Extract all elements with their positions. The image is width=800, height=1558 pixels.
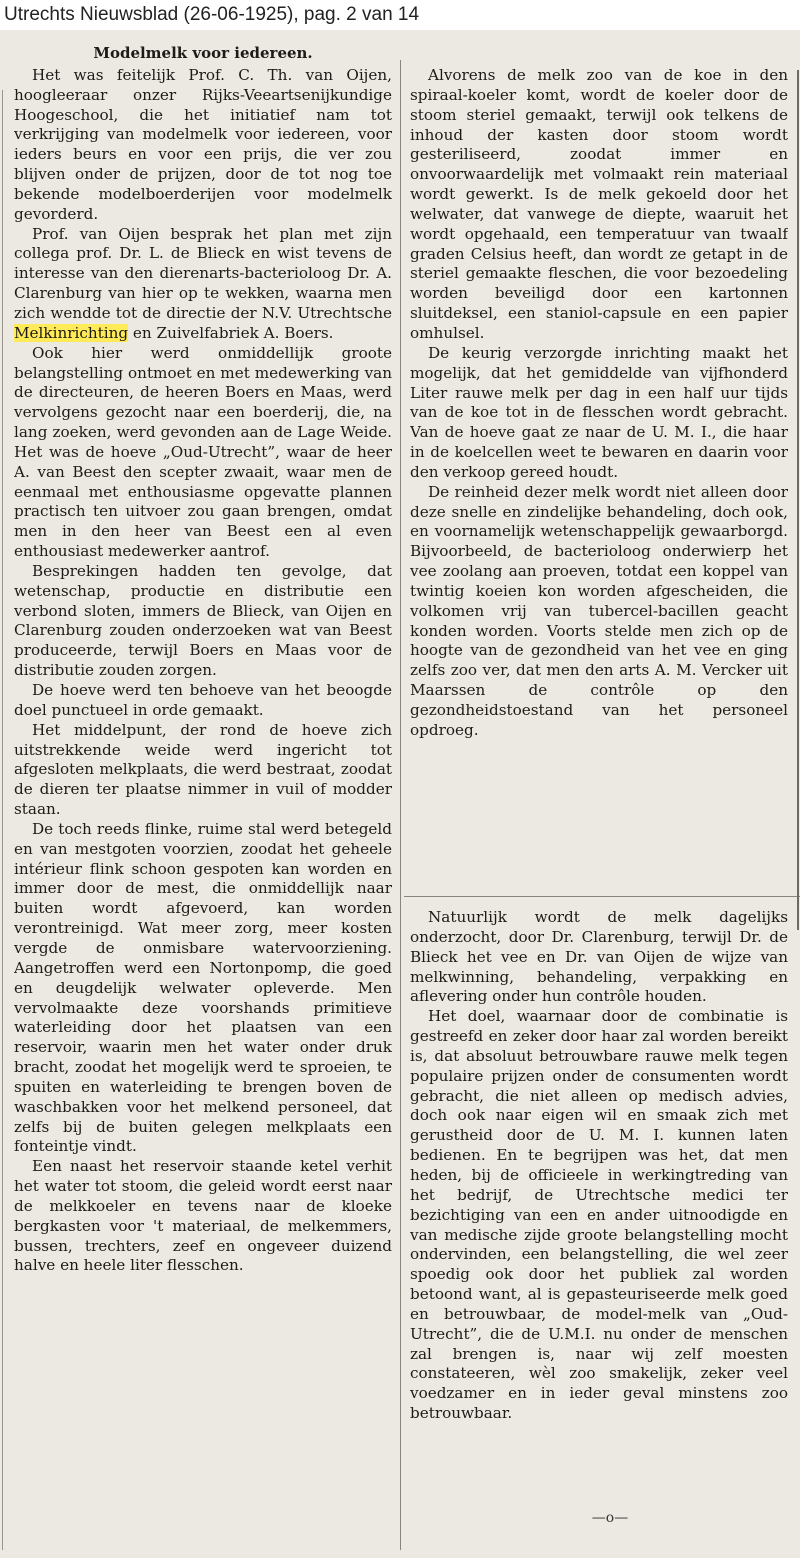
paragraph: De hoeve werd ten behoeve van het beoogde doel punctueel in orde gemaakt.	[14, 681, 392, 719]
right-column-separator	[404, 896, 800, 897]
article-column-right-bottom	[410, 908, 788, 1528]
paragraph: Een naast het reservoir staande ketel verhit het water tot stoom, die geleid wordt eerst naar de melkkoeler en tevens naar de kloeke bergkasten voor 't materiaal, de melkemmers, bussen, trechters, zeef en ongeveer duizend halve en heele liter flesschen.	[14, 1157, 392, 1275]
paragraph: De keurig verzorgde inrichting maakt het mogelijk, dat het gemiddelde van vijfhonderd Liter rauwe melk per dag in een half uur tijds van de koe tot in de flesschen wordt gebracht. Van de hoeve gaat ze naar de U. M. I., die haar in de koelcellen weet te bewaren en daarin voor den verkoop gereed houdt.	[410, 343, 788, 481]
paragraph: Natuurlijk wordt de melk dagelijks onderzocht, door Dr. Clarenburg, terwijl Dr. de Blieck het vee en Dr. van Oijen de wijze van melkwinning, behandeling, verpakking en aflevering onder hun contrôle houden.	[410, 908, 788, 1006]
paragraph: Ook hier werd onmiddellijk groote belangstelling ontmoet en met medewerking van de directeuren, de heeren Boers en Maas, werd vervolgens gezocht naar een boerderij, die, na lang zoeken, werd gevonden aan de Lage Weide. Het was de hoeve „Oud-Utrecht”, waar de heer A. van Beest den scepter zwaait, waar men de eenmaal met enthousiasme opgevatte plannen practisch ten uitvoer zou gaan brengen, omdat men in den heer van Beest een al even enthousiast medewerker aantrof.	[14, 343, 392, 561]
search-highlight: Melkinrichting	[14, 323, 129, 342]
left-edge-rule	[2, 90, 3, 1550]
paragraph: Het was feitelijk Prof. C. Th. van Oijen, hoogleeraar onzer Rijks-Veeartsenijkundige Hoogeschool, die het initiatief nam tot verkrijging van modelmelk voor iedereen, voor ieders beurs en voor een prijs, die ver zou blijven onder de prijzen, door de tot nog toe bekende modelboerderijen voor modelmelk gevorderd.	[14, 65, 392, 223]
column-divider	[400, 60, 401, 1550]
paragraph: Alvorens de melk zoo van de koe in den spiraal-koeler komt, wordt de koeler door de stoom steriel gemaakt, terwijl ook telkens de inhoud der kasten door stoom wordt gesteriliseerd, zoodat immer en onvoorwaardelijk met volmaakt rein materiaal wordt gewerkt. Is de melk gekoeld door het welwater, dat vanwege de diepte, waaruit het wordt opgehaald, een temperatuur van twaalf graden Celsius heeft, dan wordt ze getapt in de steriel gemaakte fleschen, die voor bezoedeling worden beveiligd door een kartonnen sluitdeksel, een staniol-capsule en een papier omhulsel.	[410, 66, 788, 342]
article-title: Modelmelk voor iedereen.	[93, 44, 313, 62]
article-column-left	[14, 44, 392, 1544]
right-edge-rule	[797, 70, 799, 930]
paragraph: Het middelpunt, der rond de hoeve zich uitstrekkende weide werd ingericht tot afgesloten melkplaats, die werd bestraat, zoodat de dieren ter plaatse nimmer in vuil of modder staan.	[14, 720, 392, 819]
paragraph: Besprekingen hadden ten gevolge, dat wetenschap, productie en distributie een verbond sloten, immers de Blieck, van Oijen en Clarenburg zouden onderzoeken wat van Beest produceerde, terwijl Boers en Maas voor de distributie zouden zorgen.	[14, 561, 392, 680]
paragraph	[14, 225, 392, 344]
paragraph-text: en Zuivelfabriek A. Boers.	[128, 323, 334, 342]
article-column-right-top	[410, 66, 788, 896]
end-ornament: —o—	[591, 1510, 629, 1526]
paragraph-text: Prof. van Oijen besprak het plan met zijn collega prof. Dr. L. de Blieck en wist tevens de interesse van den dierenarts-bacterioloog Dr. A. Clarenburg van hier op te wekken, waarna men zich wendde tot de directie der N.V. Utrechtsche	[14, 224, 392, 322]
newspaper-clipping	[0, 30, 800, 1558]
paragraph: Het doel, waarnaar door de combinatie is gestreefd en zeker door haar zal worden bereikt is, dat absoluut betrouwbare rauwe melk tegen populaire prijzen onder de consumenten wordt gebracht, die niet alleen op medisch advies, doch ook naar eigen wil en smaak zich met gerustheid door de U. M. I. kunnen laten bedienen. En te begrijpen was het, dat men heden, bij de officieele in werkingtreding van het bedrijf, de Utrechtsche medici ter bezichtiging van een en ander uitnoodigde en van medische zijde groote belangstelling mocht ondervinden, een belangstelling, die wel zeer spoedig ook door het publiek zal worden betoond want, al is gepasteuriseerde melk goed en betrouwbaar, de model-melk van „Oud-Utrecht”, die de U.M.I. nu onder de menschen zal brengen is, naar wij zelf moesten constateeren, wèl zoo smakelijk, zeker veel voedzamer en in ieder geval minstens zoo betrouwbaar.	[410, 1007, 788, 1423]
paragraph: De reinheid dezer melk wordt niet alleen door deze snelle en zindelijke behandeling, doch ook, en voornamelijk wetenschappelijk gewaarborgd. Bijvoorbeeld, de bacterioloog onderwierp het vee zoolang aan proeven, totdat een koppel van twintig koeien kon worden afgescheiden, die volkomen vrij van tubercel-bacillen geacht konden worden. Voorts stelde men zich op de hoogte van de gezondheid van het vee en ging zelfs zoo ver, dat men den arts A. M. Vercker uit Maarssen de contrôle op den gezondheidstoestand van het personeel opdroeg.	[410, 482, 788, 739]
paragraph: De toch reeds flinke, ruime stal werd betegeld en van mestgoten voorzien, zoodat het geheele intérieur flink schoon gespoten kan worden en immer door de mest, die onmiddellijk naar buiten wordt afgevoerd, kan worden verontreinigd. Wat meer zorg, meer kosten vergde de onmisbare watervoorziening. Aangetroffen werd een Nortonpomp, die goed en deugdelijk welwater opleverde. Men vervolmaakte deze voorshands primitieve waterleiding door het plaatsen van een reservoir, waarin men het water onder druk bracht, zoodat het mogelijk werd te sproeien, te spuiten en waterleiding te brengen boven de waschbakken voor het melkend personeel, dat zelfs bij de buiten gelegen melkplaats een fonteintje vindt.	[14, 819, 392, 1156]
page-header: Utrechts Nieuwsblad (26-06-1925), pag. 2 van 14	[0, 0, 800, 30]
